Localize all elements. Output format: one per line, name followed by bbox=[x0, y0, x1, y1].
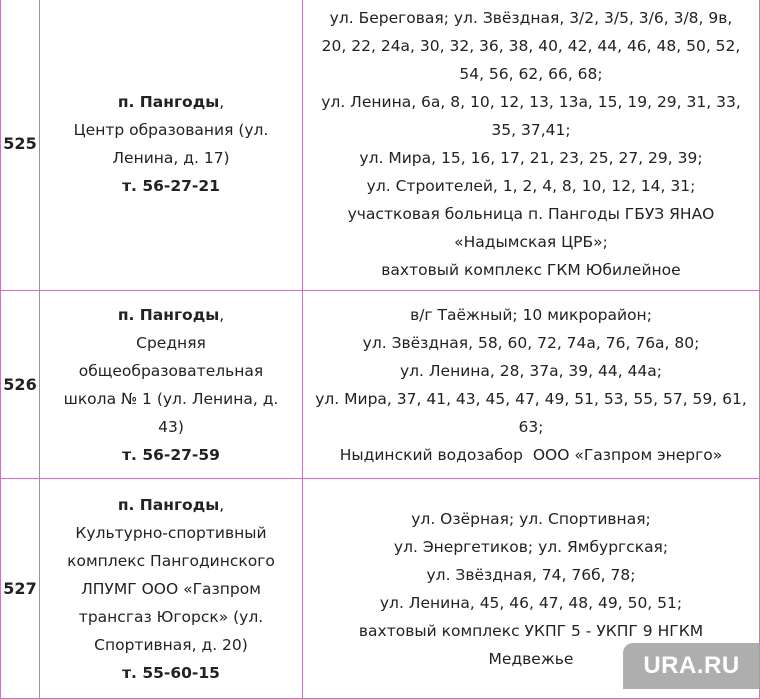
address-line: ул. Ленина, 6а, 8, 10, 12, 13, 13а, 15, 19, 29, 31, 33, bbox=[321, 92, 741, 111]
address-line: ул. Строителей, 1, 2, 4, 8, 10, 12, 14, 31; bbox=[366, 176, 696, 195]
station-addresses bbox=[303, 291, 760, 479]
place-line: комплекс Пангодинского bbox=[67, 551, 275, 570]
settlement-name: п. Пангоды bbox=[117, 495, 220, 514]
phone-number: т. 56-27-21 bbox=[122, 176, 220, 195]
address-line: ул. Мира, 15, 16, 17, 21, 23, 25, 27, 29, 39; bbox=[359, 148, 703, 167]
place-line: Культурно-спортивный bbox=[75, 523, 267, 542]
station-number: 527 bbox=[1, 479, 40, 699]
place-line: ЛПУМГ ООО «Газпром bbox=[81, 579, 261, 598]
settlement-name: п. Пангоды bbox=[117, 305, 220, 324]
table-row bbox=[1, 291, 760, 479]
place-line: 43) bbox=[158, 417, 184, 436]
address-line: 63; bbox=[518, 417, 544, 436]
watermark-text: URA.RU bbox=[643, 652, 740, 679]
address-line: 35, 37,41; bbox=[491, 120, 571, 139]
address-line: участковая больница п. Пангоды ГБУЗ ЯНАО bbox=[347, 204, 715, 223]
place-line: общеобразовательная bbox=[78, 361, 264, 380]
place-line: школа № 1 (ул. Ленина, д. bbox=[63, 389, 279, 408]
phone-number: т. 56-27-59 bbox=[122, 445, 220, 464]
address-line: ул. Ленина, 28, 37а, 39, 44, 44а; bbox=[399, 361, 663, 380]
station-place: п. Пангоды, Средняя общеобразовательная школа № 1 (ул. Ленина, д. 43) т. 56-27-59 bbox=[40, 291, 303, 479]
phone-number: т. 55-60-15 bbox=[122, 663, 220, 682]
address-line: Ныдинский водозабор ООО «Газпром энерго» bbox=[339, 445, 723, 464]
address-line: ул. Звёздная, 74, 76б, 78; bbox=[426, 565, 636, 584]
settlement-name: п. Пангоды bbox=[117, 92, 220, 111]
address-line: 20, 22, 24а, 30, 32, 36, 38, 40, 42, 44, 46, 48, 50, 52, bbox=[321, 36, 741, 55]
address-line: ул. Озёрная; ул. Спортивная; bbox=[411, 509, 651, 528]
address-line: ул. Береговая; ул. Звёздная, 3/2, 3/5, 3/6, 3/8, 9в, bbox=[329, 8, 733, 27]
table-row bbox=[1, 0, 760, 291]
address-line: «Надымская ЦРБ»; bbox=[454, 232, 608, 251]
place-line: Центр образования (ул. bbox=[73, 120, 269, 139]
address-line: ул. Звёздная, 58, 60, 72, 74а, 76, 76а, 80; bbox=[362, 333, 700, 352]
place-line: Спортивная, д. 20) bbox=[94, 635, 248, 654]
address-line: в/г Таёжный; 10 микрорайон; bbox=[410, 305, 652, 324]
station-number: 525 bbox=[1, 0, 40, 291]
address-line: вахтовый комплекс ГКМ Юбилейное bbox=[381, 260, 681, 279]
address-line: 54, 56, 62, 66, 68; bbox=[459, 64, 603, 83]
place-line: трансгаз Югорск» (ул. bbox=[78, 607, 264, 626]
address-line: Медвежье bbox=[488, 649, 574, 668]
place-line: Ленина, д. 17) bbox=[112, 148, 230, 167]
place-line: Средняя bbox=[136, 333, 206, 352]
station-number: 526 bbox=[1, 291, 40, 479]
address-line: вахтовый комплекс УКПГ 5 - УКПГ 9 НГКМ bbox=[358, 621, 704, 640]
watermark-logo bbox=[623, 643, 760, 689]
station-addresses bbox=[303, 0, 760, 291]
address-line: ул. Ленина, 45, 46, 47, 48, 49, 50, 51; bbox=[379, 593, 683, 612]
station-place: п. Пангоды, Центр образования (ул. Ленина, д. 17) т. 56-27-21 bbox=[40, 0, 303, 291]
address-line: ул. Энергетиков; ул. Ямбургская; bbox=[393, 537, 669, 556]
address-line: ул. Мира, 37, 41, 43, 45, 47, 49, 51, 53, 55, 57, 59, 61, bbox=[315, 389, 747, 408]
station-place: п. Пангоды, Культурно-спортивный комплекс Пангодинского ЛПУМГ ООО «Газпром трансгаз Югорск» (ул. Спортивная, д. 20) т. 55-60-15 bbox=[40, 479, 303, 699]
